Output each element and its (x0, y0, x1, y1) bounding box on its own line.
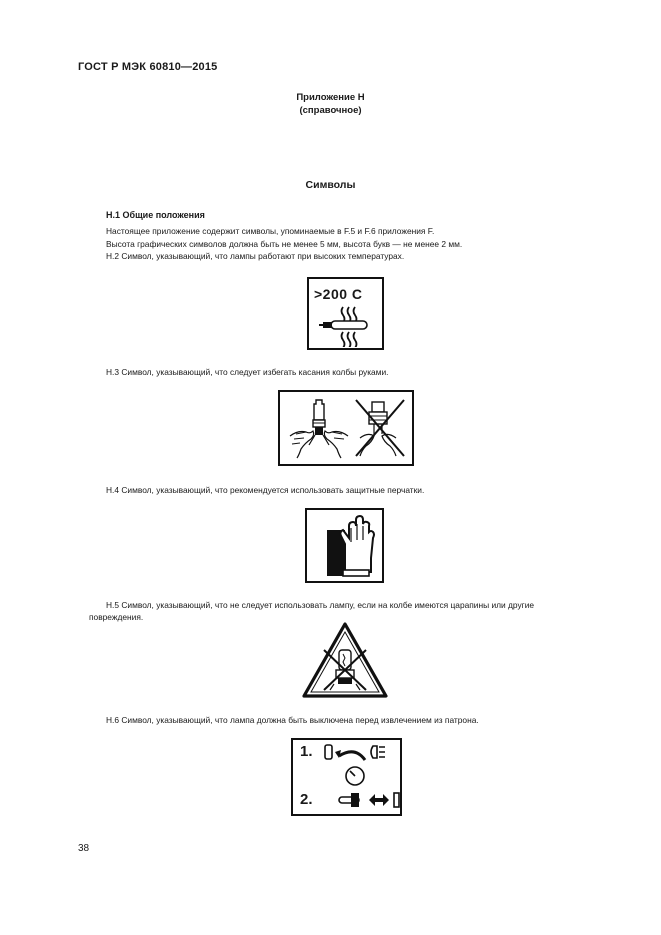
protective-glove-symbol (305, 508, 384, 583)
annex-subtitle: (справочное) (299, 105, 362, 116)
protective-glove-icon (315, 514, 377, 578)
step-1-label: 1. (300, 743, 313, 760)
annex-title: Приложение Н (296, 92, 365, 103)
step-2-label: 2. (300, 791, 313, 808)
symbol-h5-caption-line2: повреждения. (89, 612, 144, 622)
intro-line-1: Настоящее приложение содержит символы, упоминаемые в F.5 и F.6 приложения F. (106, 226, 435, 236)
hot-lamp-icon (317, 303, 379, 347)
document-header: ГОСТ Р МЭК 60810—2015 (78, 61, 218, 73)
subsection-title: Н.1 Общие положения (106, 210, 205, 220)
no-touch-bulb-icon (282, 394, 410, 462)
hot-lamp-symbol (307, 277, 384, 350)
symbol-h2-caption: Н.2 Символ, указывающий, что лампы работают при высоких температурах. (106, 251, 405, 261)
intro-line-2: Высота графических символов должна быть не менее 5 мм, высота букв — не менее 2 мм. (106, 239, 463, 249)
damaged-bulb-warning-icon (300, 620, 390, 702)
switch-off-before-removal-symbol (291, 738, 402, 816)
page-number: 38 (78, 843, 90, 854)
symbol-h3-caption: Н.3 Символ, указывающий, что следует избегать касания колбы руками. (106, 367, 389, 377)
temperature-label: >200 C (314, 286, 363, 302)
symbol-h5-caption-line1: Н.5 Символ, указывающий, что не следует использовать лампу, если на колбе имеются царапины или другие (106, 600, 535, 610)
section-title: Символы (305, 179, 356, 191)
switch-off-before-removal-icon (321, 742, 401, 814)
symbol-h6-caption: Н.6 Символ, указывающий, что лампа должна быть выключена перед извлечением из патрона. (106, 715, 479, 725)
symbol-h4-caption: Н.4 Символ, указывающий, что рекомендуется использовать защитные перчатки. (106, 485, 425, 495)
no-touch-bulb-symbol (278, 390, 414, 466)
